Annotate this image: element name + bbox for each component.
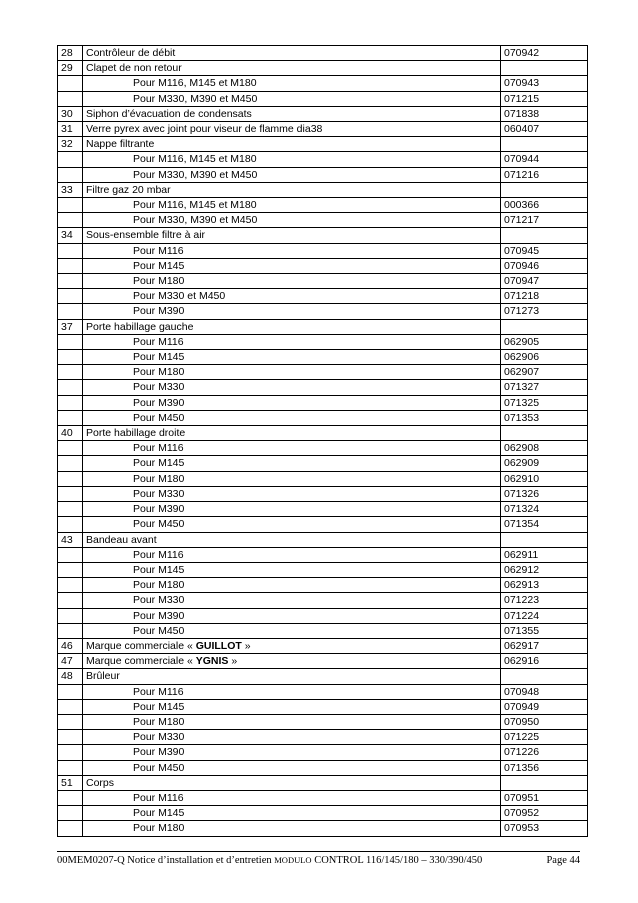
description-cell: Pour M450 (83, 517, 501, 532)
parts-table (57, 45, 588, 837)
reference-cell: 062913 (501, 578, 588, 593)
reference-cell: 070950 (501, 714, 588, 729)
reference-cell (501, 532, 588, 547)
description-cell: Pour M145 (83, 806, 501, 821)
item-number-cell: 28 (58, 46, 83, 61)
table-row (58, 578, 588, 593)
reference-cell (501, 137, 588, 152)
item-number-cell: 46 (58, 638, 83, 653)
item-number-cell (58, 91, 83, 106)
description-text: Marque commerciale « (86, 639, 196, 652)
table-row (58, 502, 588, 517)
description-cell: Pour M450 (83, 760, 501, 775)
item-number-cell (58, 760, 83, 775)
item-number-cell: 32 (58, 137, 83, 152)
description-cell (83, 638, 501, 653)
item-number-cell (58, 821, 83, 836)
item-number-cell: 40 (58, 426, 83, 441)
table-row (58, 471, 588, 486)
reference-cell (501, 775, 588, 790)
table-row (58, 258, 588, 273)
table-row (58, 456, 588, 471)
table-row (58, 745, 588, 760)
description-cell: Pour M330 et M450 (83, 289, 501, 304)
reference-cell: 062905 (501, 334, 588, 349)
table-row (58, 790, 588, 805)
item-number-cell (58, 167, 83, 182)
reference-cell: 071356 (501, 760, 588, 775)
reference-cell: 071217 (501, 213, 588, 228)
table-row (58, 684, 588, 699)
table-row (58, 228, 588, 243)
item-number-cell (58, 699, 83, 714)
item-number-cell: 43 (58, 532, 83, 547)
description-cell: Pour M116 (83, 334, 501, 349)
description-cell: Pour M116, M145 et M180 (83, 198, 501, 213)
description-cell: Pour M390 (83, 745, 501, 760)
table-row (58, 486, 588, 501)
item-number-cell: 29 (58, 61, 83, 76)
description-cell: Pour M330, M390 et M450 (83, 167, 501, 182)
description-cell: Pour M330, M390 et M450 (83, 213, 501, 228)
table-row (58, 699, 588, 714)
reference-cell: 071326 (501, 486, 588, 501)
table-row (58, 319, 588, 334)
table-row (58, 198, 588, 213)
reference-cell: 071324 (501, 502, 588, 517)
reference-cell: 071226 (501, 745, 588, 760)
table-row (58, 167, 588, 182)
table-row (58, 638, 588, 653)
item-number-cell (58, 198, 83, 213)
item-number-cell (58, 806, 83, 821)
reference-cell: 071355 (501, 623, 588, 638)
item-number-cell (58, 714, 83, 729)
table-row (58, 517, 588, 532)
description-cell: Pour M116 (83, 243, 501, 258)
description-cell: Pour M390 (83, 608, 501, 623)
item-number-cell (58, 395, 83, 410)
footer-doc-brand: MODULO (274, 855, 312, 865)
item-number-cell (58, 578, 83, 593)
reference-cell: 070952 (501, 806, 588, 821)
item-number-cell: 37 (58, 319, 83, 334)
parts-table-body (58, 46, 588, 837)
description-cell: Corps (83, 775, 501, 790)
description-cell: Nappe filtrante (83, 137, 501, 152)
reference-cell: 070947 (501, 274, 588, 289)
description-cell: Pour M390 (83, 304, 501, 319)
reference-cell: 070948 (501, 684, 588, 699)
footer-doc-prefix: 00MEM0207-Q Notice d’installation et d’entretien (57, 855, 275, 866)
description-cell: Pour M330, M390 et M450 (83, 91, 501, 106)
description-cell: Pour M450 (83, 623, 501, 638)
reference-cell: 071215 (501, 91, 588, 106)
reference-cell: 062907 (501, 365, 588, 380)
table-row (58, 304, 588, 319)
description-cell: Pour M180 (83, 578, 501, 593)
description-cell: Pour M145 (83, 562, 501, 577)
reference-cell: 071354 (501, 517, 588, 532)
table-row (58, 274, 588, 289)
item-number-cell: 31 (58, 122, 83, 137)
description-cell: Pour M116 (83, 441, 501, 456)
item-number-cell (58, 289, 83, 304)
item-number-cell (58, 517, 83, 532)
reference-cell: 070951 (501, 790, 588, 805)
reference-cell: 071327 (501, 380, 588, 395)
footer-divider (57, 851, 580, 852)
reference-cell: 071225 (501, 730, 588, 745)
table-row (58, 654, 588, 669)
item-number-cell (58, 790, 83, 805)
reference-cell: 070949 (501, 699, 588, 714)
reference-cell: 070942 (501, 46, 588, 61)
reference-cell: 062909 (501, 456, 588, 471)
reference-cell: 070945 (501, 243, 588, 258)
item-number-cell (58, 547, 83, 562)
table-row (58, 775, 588, 790)
reference-cell (501, 61, 588, 76)
item-number-cell (58, 243, 83, 258)
description-cell: Pour M116 (83, 547, 501, 562)
table-row (58, 289, 588, 304)
item-number-cell (58, 76, 83, 91)
reference-cell: 071224 (501, 608, 588, 623)
description-cell: Pour M330 (83, 486, 501, 501)
page-footer (57, 855, 580, 866)
description-cell: Brûleur (83, 669, 501, 684)
item-number-cell: 33 (58, 182, 83, 197)
table-row (58, 410, 588, 425)
description-cell: Pour M330 (83, 593, 501, 608)
description-cell: Pour M145 (83, 258, 501, 273)
table-row (58, 91, 588, 106)
reference-cell (501, 426, 588, 441)
table-row (58, 593, 588, 608)
item-number-cell (58, 562, 83, 577)
reference-cell (501, 182, 588, 197)
reference-cell: 071216 (501, 167, 588, 182)
item-number-cell: 34 (58, 228, 83, 243)
description-cell: Sous-ensemble filtre à air (83, 228, 501, 243)
reference-cell: 070946 (501, 258, 588, 273)
reference-cell: 070953 (501, 821, 588, 836)
reference-cell: 071218 (501, 289, 588, 304)
description-text-end: » (241, 639, 251, 652)
footer-doc-suffix: CONTROL 116/145/180 – 330/390/450 (311, 855, 483, 866)
description-cell: Pour M180 (83, 714, 501, 729)
reference-cell: 062906 (501, 350, 588, 365)
reference-cell: 062916 (501, 654, 588, 669)
item-number-cell (58, 274, 83, 289)
table-row (58, 806, 588, 821)
table-row (58, 608, 588, 623)
item-number-cell (58, 304, 83, 319)
table-row (58, 821, 588, 836)
reference-cell: 071223 (501, 593, 588, 608)
table-row (58, 730, 588, 745)
description-cell: Pour M450 (83, 410, 501, 425)
reference-cell: 062908 (501, 441, 588, 456)
item-number-cell (58, 258, 83, 273)
reference-cell: 000366 (501, 198, 588, 213)
description-cell: Pour M390 (83, 502, 501, 517)
table-row (58, 243, 588, 258)
reference-cell (501, 669, 588, 684)
item-number-cell (58, 334, 83, 349)
description-cell (83, 654, 501, 669)
reference-cell: 070943 (501, 76, 588, 91)
description-cell: Filtre gaz 20 mbar (83, 182, 501, 197)
description-text: Marque commerciale « (86, 655, 196, 668)
item-number-cell (58, 350, 83, 365)
description-cell: Pour M180 (83, 471, 501, 486)
table-row (58, 122, 588, 137)
item-number-cell: 51 (58, 775, 83, 790)
item-number-cell: 30 (58, 106, 83, 121)
item-number-cell: 47 (58, 654, 83, 669)
description-cell: Pour M330 (83, 380, 501, 395)
description-cell: Pour M116, M145 et M180 (83, 76, 501, 91)
description-cell: Pour M180 (83, 365, 501, 380)
table-row (58, 106, 588, 121)
description-text-end: » (228, 655, 238, 668)
description-cell: Pour M116 (83, 790, 501, 805)
item-number-cell (58, 441, 83, 456)
table-row (58, 350, 588, 365)
reference-cell: 071353 (501, 410, 588, 425)
description-cell: Pour M180 (83, 274, 501, 289)
table-row (58, 76, 588, 91)
reference-cell: 062912 (501, 562, 588, 577)
description-cell: Siphon d’évacuation de condensats (83, 106, 501, 121)
table-row (58, 441, 588, 456)
description-cell: Clapet de non retour (83, 61, 501, 76)
description-cell: Bandeau avant (83, 532, 501, 547)
description-cell: Pour M180 (83, 821, 501, 836)
item-number-cell (58, 213, 83, 228)
item-number-cell (58, 623, 83, 638)
table-row (58, 669, 588, 684)
brand-name: GUILLOT (195, 639, 242, 652)
reference-cell: 062911 (501, 547, 588, 562)
table-row (58, 714, 588, 729)
description-cell: Pour M116, M145 et M180 (83, 152, 501, 167)
reference-cell: 060407 (501, 122, 588, 137)
description-cell: Pour M330 (83, 730, 501, 745)
table-row (58, 623, 588, 638)
item-number-cell (58, 380, 83, 395)
description-cell: Pour M145 (83, 350, 501, 365)
description-cell: Verre pyrex avec joint pour viseur de flamme dia38 (83, 122, 501, 137)
table-row (58, 532, 588, 547)
item-number-cell (58, 471, 83, 486)
description-cell: Pour M145 (83, 456, 501, 471)
table-row (58, 365, 588, 380)
table-row (58, 137, 588, 152)
footer-document-title (57, 855, 482, 866)
table-row (58, 426, 588, 441)
page-number: Page 44 (546, 855, 580, 866)
item-number-cell (58, 365, 83, 380)
description-cell: Pour M145 (83, 699, 501, 714)
description-cell: Contrôleur de débit (83, 46, 501, 61)
table-row (58, 547, 588, 562)
table-row (58, 46, 588, 61)
brand-name: YGNIS (195, 655, 229, 668)
description-cell: Porte habillage droite (83, 426, 501, 441)
item-number-cell (58, 593, 83, 608)
reference-cell (501, 319, 588, 334)
description-cell: Pour M390 (83, 395, 501, 410)
item-number-cell (58, 608, 83, 623)
item-number-cell (58, 152, 83, 167)
table-row (58, 380, 588, 395)
table-row (58, 152, 588, 167)
table-row (58, 213, 588, 228)
item-number-cell (58, 486, 83, 501)
item-number-cell (58, 502, 83, 517)
reference-cell: 071838 (501, 106, 588, 121)
table-row (58, 395, 588, 410)
item-number-cell (58, 745, 83, 760)
table-row (58, 562, 588, 577)
table-row (58, 334, 588, 349)
table-row (58, 61, 588, 76)
reference-cell (501, 228, 588, 243)
description-cell: Porte habillage gauche (83, 319, 501, 334)
description-cell: Pour M116 (83, 684, 501, 699)
reference-cell: 071325 (501, 395, 588, 410)
item-number-cell (58, 456, 83, 471)
table-row (58, 182, 588, 197)
item-number-cell: 48 (58, 669, 83, 684)
table-row (58, 760, 588, 775)
item-number-cell (58, 684, 83, 699)
item-number-cell (58, 730, 83, 745)
reference-cell: 062910 (501, 471, 588, 486)
item-number-cell (58, 410, 83, 425)
reference-cell: 062917 (501, 638, 588, 653)
reference-cell: 070944 (501, 152, 588, 167)
reference-cell: 071273 (501, 304, 588, 319)
